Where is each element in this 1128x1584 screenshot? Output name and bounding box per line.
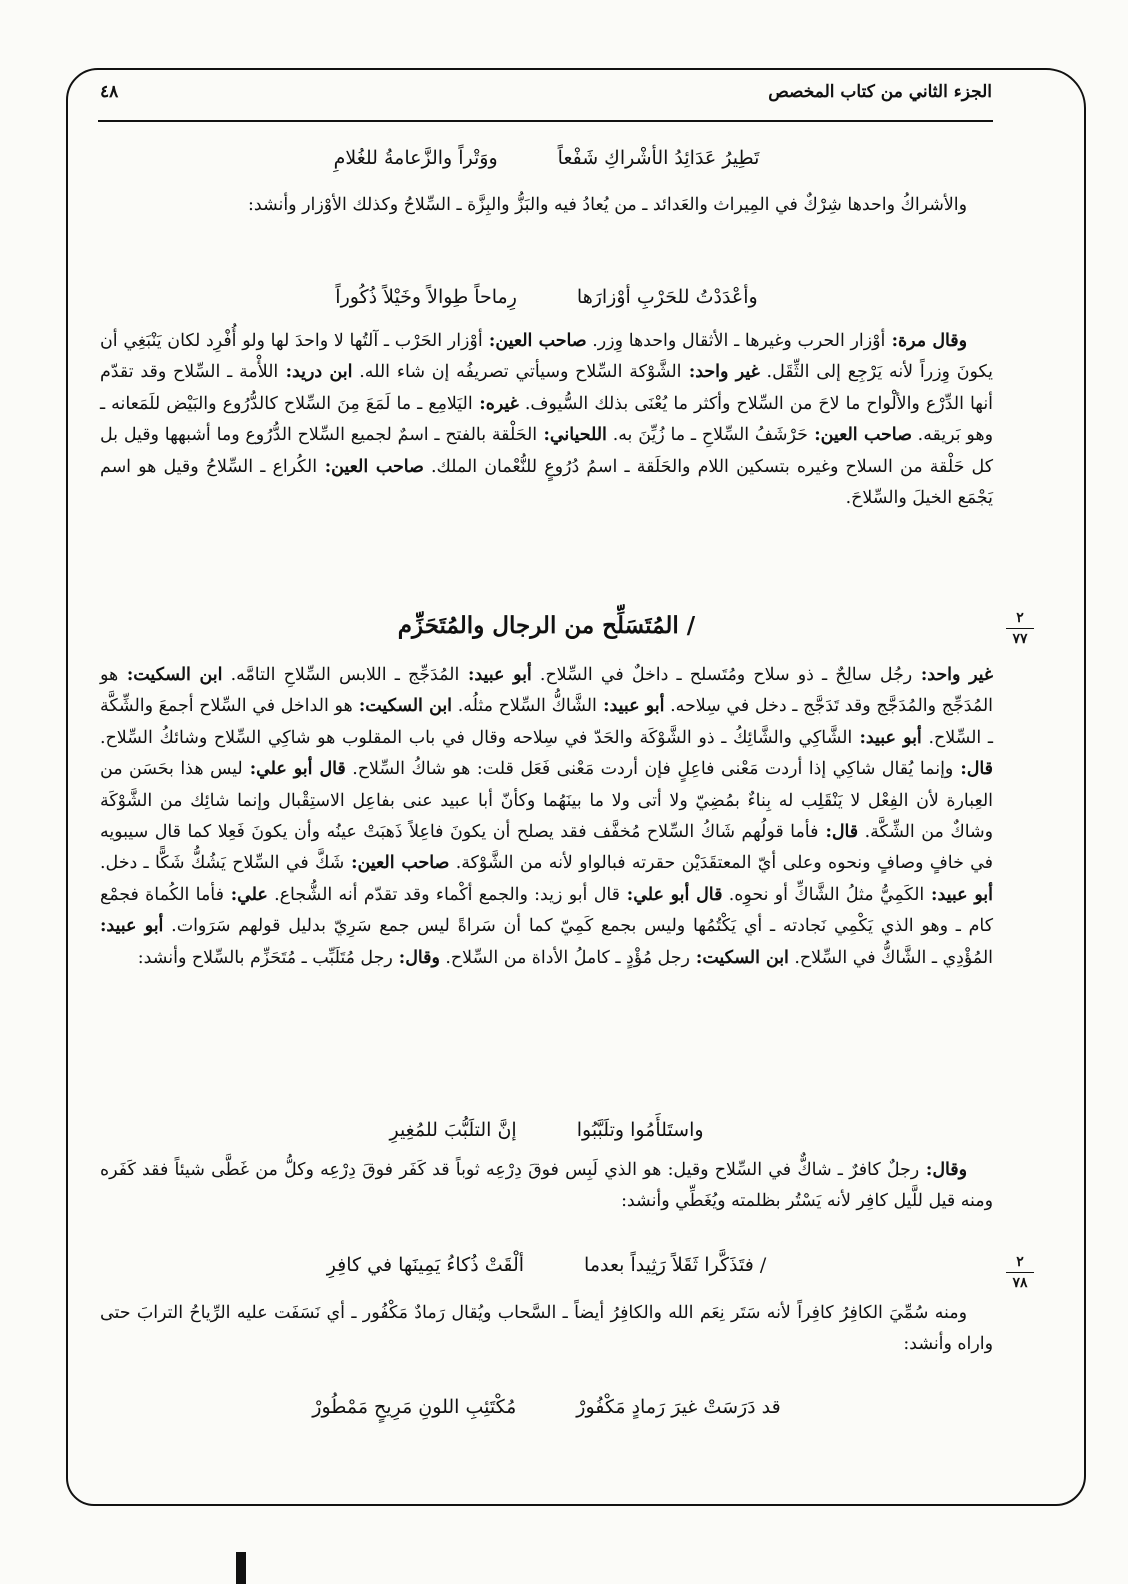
- verse-1: [100, 143, 993, 173]
- text-segment: الشَّوْكة السِّلاح وسيأتي تصريفُه إن شاء الله.: [352, 362, 682, 383]
- source-label: قال أبو علي:: [619, 884, 723, 905]
- verse-5: [100, 1392, 993, 1422]
- paragraph-5: [100, 1298, 993, 1361]
- paragraph-2-text: [100, 326, 993, 514]
- source-label: قال:: [818, 822, 859, 843]
- verse-2-second-hemistich: رِماحاً طِوالاً وخَيْلاً ذُكُوراً: [335, 286, 517, 308]
- text-segment: وإنما يُقال شاكِي إذا أردت مَعْنى فاعِلٍ فإن أردت مَعْنى فَعَل قلت: هو شاكُ السِّلاح.: [345, 759, 954, 780]
- source-label: صاحب العين:: [317, 456, 424, 477]
- verse-4-second-hemistich: ألْقَتْ ذُكاءُ يَمِينَها في كافِرِ: [326, 1254, 525, 1276]
- margin-note-2-rule: [1006, 1272, 1034, 1273]
- source-label: وقال:: [919, 1160, 967, 1180]
- paragraph-4-text: [100, 1155, 993, 1218]
- verse-5-first-hemistich: قد دَرَسَتْ غيرَ رَمادٍ مَكْفُورْ: [576, 1396, 781, 1418]
- verse-3-first-hemistich: واستَلأَمُوا وتلَبَّبُوا: [576, 1119, 704, 1141]
- text-segment: فأما الكُماة فجمْع كام ـ وهو الذي يَكْمِي نَجادته ـ أي يَكْتُمُها وليس بجمع كَمِيّ كما أن سَراةً ليس جمع سَرِيّ بدليل قولهم سَرَوات.: [100, 884, 993, 937]
- source-label: صاحب العين:: [344, 853, 450, 874]
- running-header: [100, 76, 992, 108]
- source-label: اللحياني:: [537, 425, 607, 446]
- verse-4-first-hemistich: / فتَذَكَّرا ثَقَلاً رَثِيداً بعدما: [584, 1254, 767, 1276]
- paragraph-2: [100, 326, 993, 514]
- source-label: غير واحد:: [681, 362, 760, 383]
- paragraph-4: [100, 1155, 993, 1218]
- text-segment: اللأْمة ـ السِّلاح وقد تقدّم أنها الدِّرْع والألْواح ما لاحَ من السِّلاح وأكثر ما يُعْنَى بذلك السُّيوف.: [100, 362, 993, 414]
- paragraph-5-text: ومنه سُمِّيَ الكافِرُ كافِراً لأنه سَتَر نِعَم الله والكافِرُ أيضاً ـ السَّحاب ويُقال رَمادٌ مَكْفُور ـ أي نَسَفَت عليه الرِّياحُ الترابَ حتى واراه وأنشد:: [100, 1303, 993, 1355]
- text-segment: فأما قولُهم شَاكُ السِّلاح مُخفَّف فقد يصلح أن يكونَ فاعِلاً ذَهبَتْ عينُه وأن يكونَ فَعِلا كما قال سيبويه في خافٍ وصافٍ ونحوه وعلى أيّ المعتقَدَيْن حقرته فبالواو لأنه من الشَّوْكة.: [100, 822, 993, 874]
- text-segment: الشَّاكِي والشَّائِكُ ـ ذو الشَّوْكَة والحَدّ في سِلاحه وقال في باب المقلوب هو شاكِي السِّلاح وشائكُ السِّلاح.: [100, 727, 853, 748]
- verse-1-first-hemistich: تَطِيرُ عَدَائِدُ الأشْراكِ شَفْعاً: [557, 147, 760, 169]
- text-segment: ليس هذا بحَسَن من العِبارة لأن الفِعْل لا يَنْقَلِب له بِناءٌ بمُضِيّ ولا أتى ولا ما بينَهُما وكأنّ أبا عبيد عنى بفاعِل الاستِقْبال وإنما شائِك من الشَّوْكَة وشاكٌ من الشِّكَّة.: [100, 759, 993, 843]
- source-label: صاحب العين:: [482, 331, 587, 351]
- source-label: ابن السكيت:: [689, 947, 789, 968]
- verse-4: [100, 1250, 993, 1280]
- text-segment: الشَّاكُّ السِّلاح مثلُه.: [452, 696, 597, 717]
- text-segment: قال أبو زيد: والجمع أكْماء وقد تقدّم أنه الشُّجاع.: [267, 884, 620, 905]
- margin-note-2-top: ٢: [1016, 1254, 1024, 1270]
- margin-note-2: [1002, 1254, 1038, 1291]
- source-label: قال:: [953, 759, 993, 780]
- source-label: أبو عبيد:: [596, 696, 665, 717]
- text-segment: أوْزار الحرب وغيرها ـ الأثقال واحدها وِزر.: [586, 331, 886, 351]
- text-segment: شَكَّ في السِّلاح يَشُكُّ شَكًّا ـ دخل.: [100, 853, 345, 874]
- source-label: صاحب العين:: [807, 425, 912, 446]
- section-heading: / المُتَسَلِّح من الرجال والمُتَحَزِّم: [397, 612, 696, 639]
- source-label: ابن دريد:: [278, 362, 353, 383]
- source-label: علي:: [223, 884, 268, 905]
- text-segment: هو المُدَجِّج والمُدَجَّج وقد تَدَجَّج ـ دخل في سِلاحه.: [100, 665, 994, 717]
- paragraph-3: [100, 660, 993, 974]
- paragraph-1: [100, 190, 993, 221]
- verse-2: [100, 282, 993, 312]
- source-label: أبو عبيد:: [924, 884, 993, 905]
- page-number: ٤٨: [100, 82, 119, 102]
- scan-mark: [236, 1552, 246, 1584]
- paragraph-1-text: والأشراكُ واحدها شِرْكٌ في المِيراث والعَدائد ـ من يُعادُ فيه والبَزُّ والبِزَّة ـ السِّلاحُ وكذلك الأوْزار وأنشد:: [247, 195, 967, 215]
- text-segment: أوْزار الحَرْب ـ آلتُها لا واحدَ لها ولو أُفْرِد لكان يَنْبَغِي أن يكونَ وِزراً لأنه يَرْجِع إلى الثِّقَل.: [100, 331, 993, 383]
- text-segment: الكَمِيُّ مثلُ الشَّاكِّ أو نحوِه.: [722, 884, 925, 905]
- margin-note-2-bottom: ٧٨: [1012, 1275, 1028, 1291]
- source-label: غير واحد:: [912, 665, 994, 685]
- source-label: وقال:: [392, 947, 440, 968]
- running-title: الجزء الثاني من كتاب المخصص: [768, 82, 992, 102]
- verse-2-first-hemistich: وأعْدَدْتُ للحَرْبِ أوْزارَها: [576, 286, 758, 308]
- text-segment: رجل مُؤْدٍ ـ كاملُ الأداة من السِّلاح.: [439, 947, 690, 968]
- source-label: غيره:: [472, 393, 519, 414]
- verse-1-second-hemistich: ووَتْراً والزَّعامةُ للغُلامِ: [333, 147, 498, 169]
- source-label: أبو عبيد:: [852, 727, 922, 748]
- margin-note-1-rule: [1006, 628, 1034, 629]
- margin-note-1: [1002, 610, 1038, 647]
- source-label: أبو عبيد:: [459, 665, 532, 685]
- margin-note-1-top: ٢: [1016, 610, 1024, 626]
- text-segment: رجل مُتَلَبِّب ـ مُتَحَزِّم بالسِّلاح وأنشد:: [137, 947, 393, 968]
- margin-note-1-bottom: ٧٧: [1012, 631, 1028, 647]
- text-segment: المُؤْدِي ـ الشَّاكُّ في السِّلاح.: [788, 947, 993, 968]
- verse-3-second-hemistich: إنَّ التلَبُّبَ للمُغِيرِ: [389, 1119, 517, 1141]
- source-label: أبو عبيد:: [100, 916, 164, 937]
- text-segment: اليَلامِع ـ ما لَمَعَ مِنَ السِّلاح كالدُّرُوع والبَيْض للَمَعانه ـ وهو بَريقه.: [100, 393, 993, 446]
- source-label: ابن السكيت:: [352, 696, 453, 717]
- text-segment: رجلٌ كافرٌ ـ شاكٌّ في السِّلاح وقيل: هو الذي لَبِس فوقَ دِرْعِه ثوباً قد كَفَر فوقَ دِرْعِه وكلُّ من غَطَّى شيئاً فقد كَفَره ومنه قيل للَّيل كافِر لأنه يَسْتُر بظلمته ويُغَطِّي وأنشد:: [100, 1160, 993, 1212]
- source-label: ابن السكيت:: [118, 665, 223, 685]
- text-segment: المُدَجِّج ـ اللابس السِّلاحِ التامَّه.: [222, 665, 460, 685]
- text-segment: حَرْشَفُ السِّلاحِ ـ ما زُيِّنَ به.: [606, 425, 808, 446]
- paragraph-3-text: [100, 660, 993, 974]
- source-label: قال أبو علي:: [242, 759, 346, 780]
- header-rule: [98, 120, 993, 122]
- text-segment: الحَلْقة بالفتح ـ اسمٌ لجميع السِّلاح الدُّرُوع وما أشبهها وقيل بل كل حَلْقة من السلاح وغيره بتسكين اللام والحَلَقة ـ اسمُ دُرُوعٍ للنُّعْمان الملك.: [100, 425, 993, 477]
- text-segment: رجُل سالِحٌ ـ ذو سلاح ومُتَسلح ـ داخلٌ في السِّلاح.: [531, 665, 913, 685]
- source-label: وقال مرة:: [885, 331, 967, 351]
- text-segment: الكُراع ـ السِّلاحُ وقيل هو اسم يَجْمَع الخيلَ والسِّلاحَ.: [100, 456, 993, 509]
- verse-3: [100, 1115, 993, 1145]
- text-segment: هو الداخل في السِّلاح أجمعَ والشِّكَّة ـ السِّلاح.: [100, 696, 993, 748]
- verse-5-second-hemistich: مُكْتَئِبِ اللونِ مَرِيحٍ مَمْطُورْ: [312, 1396, 517, 1418]
